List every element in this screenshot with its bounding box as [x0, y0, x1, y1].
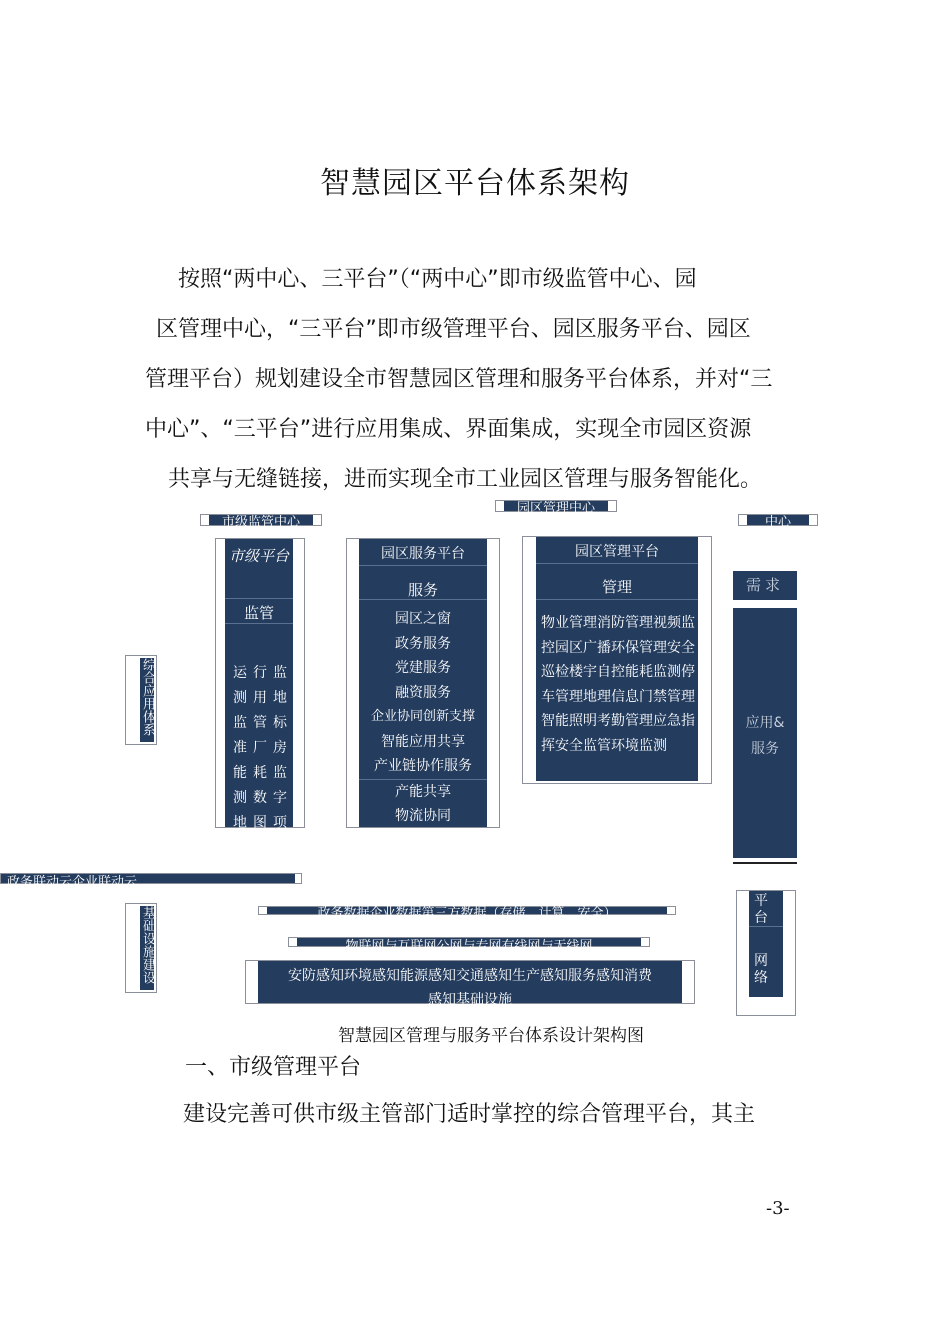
platform-network-panel [749, 891, 783, 997]
page-number: -3- [766, 1198, 790, 1219]
list-item: 企业协同创新支撑 [370, 709, 475, 724]
linkage-bar-box [0, 873, 302, 890]
network-bar-box [288, 937, 650, 954]
divider [359, 599, 487, 600]
center-label-box [738, 514, 818, 530]
city-platform-items: 运行监测用地监管标准厂房能耗监测数字地图项目管理 [233, 665, 293, 856]
list-item: 融资服务 [395, 684, 451, 701]
app-service-label: 应用&服务 [745, 715, 785, 757]
demand-label: 需求 [733, 571, 797, 600]
infrastructure-label: 基础设施建设 [140, 906, 154, 990]
sensing-bar: 安防感知环境感知能源感知交通感知生产感知服务感知消费感知基础设施 [288, 968, 652, 1008]
section-body: 建设完善可供市级主管部门适时掌控的综合管理平台，其主 [183, 1102, 756, 1127]
figure-caption: 智慧园区管理与服务平台体系设计架构图 [338, 1026, 644, 1046]
park-center-label: 园区管理中心 [504, 501, 608, 511]
intro-line-3: 管理平台）规划建设全市智慧园区管理和服务平台体系，并对“三 [145, 367, 773, 392]
divider [359, 565, 487, 566]
integrated-app-label: 综合应用体系 [140, 658, 154, 742]
park-center-label-box [495, 500, 617, 516]
park-management-title: 园区管理平台 [575, 544, 659, 560]
platform-network-box [736, 890, 796, 1016]
linkage-bar: 政务联动云企业联动云 [1, 874, 295, 883]
network-label: 网络 [754, 953, 768, 986]
list-item: 政务服务 [395, 635, 451, 652]
integrated-app-box [125, 655, 157, 745]
list-item: 党建服务 [395, 660, 451, 676]
intro-line-4: 中心”、“三平台”进行应用集成、界面集成，实现全市园区资源 [145, 417, 752, 442]
data-bar-box [258, 906, 676, 921]
park-management-box [522, 536, 712, 784]
intro-line-5: 共享与无缝链接，进而实现全市工业园区管理与服务智能化。 [168, 467, 763, 492]
list-item: 物流协同 [395, 808, 451, 824]
infrastructure-box [125, 903, 157, 993]
list-item: 园区之窗 [395, 611, 451, 627]
sensing-bar-panel [258, 961, 682, 1008]
park-service-panel [359, 539, 487, 827]
divider [536, 563, 698, 564]
sensing-bar-box [245, 960, 695, 1008]
list-item: 产业链协作服务 [359, 754, 487, 780]
city-center-label: 市级监管中心 [209, 515, 313, 525]
park-management-items: 物业管理消防管理视频监控园区广播环保管理安全巡检楼宇自控能耗监测停车管理地理信息门禁管理智能照明考勤管理应急指挥安全监管环境监测 [541, 615, 695, 754]
platform-label: 平台 [754, 893, 768, 926]
intro-line-2: 区管理中心，“三平台”即市级管理平台、园区服务平台、园区 [156, 317, 751, 342]
app-service-panel [733, 608, 797, 858]
section-body-clip [183, 1100, 823, 1127]
city-platform-subtitle: 监管 [243, 604, 274, 622]
park-service-item-list [359, 607, 487, 829]
intro-line-1: 按照“两中心、三平台”（“两中心”即市级监管中心、园 [178, 267, 697, 292]
divider [749, 926, 783, 927]
city-platform-box [215, 538, 305, 856]
park-management-panel [536, 537, 698, 781]
page-title: 智慧园区平台体系架构 [320, 166, 630, 201]
park-management-subtitle: 管理 [601, 578, 632, 596]
city-platform-title: 市级平台 [229, 547, 290, 565]
divider [536, 599, 698, 600]
divider [225, 623, 293, 624]
list-item: 智能应用共享 [381, 733, 465, 750]
data-bar: 政务数据企业数据第三方数据（存储、计算、安全） [267, 907, 667, 914]
network-bar: 物联网与互联网公网与专网有线网与无线网 [297, 938, 641, 946]
park-service-box [346, 538, 500, 828]
city-center-label-box [200, 514, 322, 530]
list-item: 产能共享 [395, 783, 451, 800]
divider [733, 862, 797, 864]
city-platform-panel [225, 539, 293, 856]
park-service-subtitle: 服务 [407, 581, 438, 599]
park-service-title: 园区服务平台 [381, 546, 465, 562]
center-label: 中心 [747, 515, 809, 525]
section-heading: 一、市级管理平台 [185, 1055, 362, 1080]
